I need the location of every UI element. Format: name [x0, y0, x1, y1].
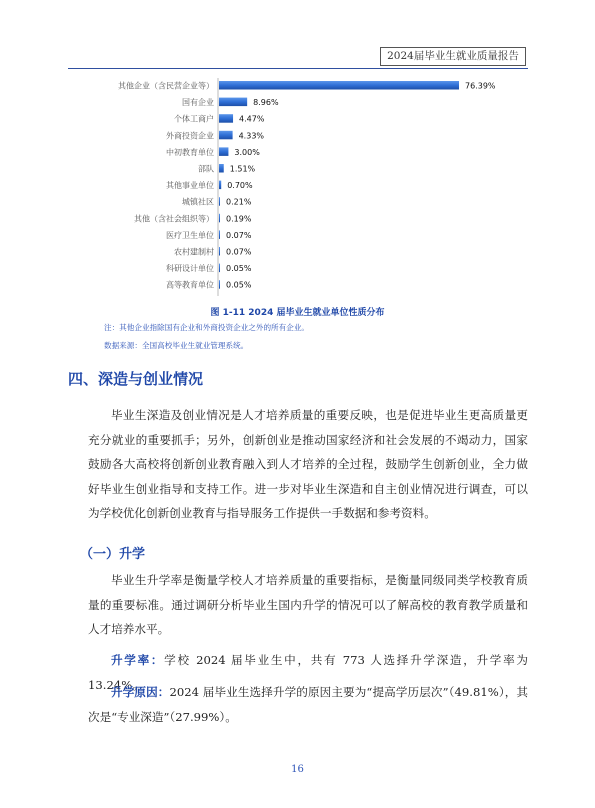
category-label: 其他（含社会组织等）	[134, 214, 214, 224]
category-label: 中初教育单位	[166, 147, 214, 157]
value-label: 76.39%	[465, 81, 496, 91]
bar	[219, 181, 221, 190]
bar	[219, 147, 228, 156]
section-heading: 四、深造与创业情况	[68, 370, 204, 388]
chart-caption: 图 1-11 2024 届毕业生就业单位性质分布	[210, 308, 385, 318]
header-rule	[68, 68, 528, 69]
subsection-heading: （一）升学	[80, 547, 146, 562]
value-label: 0.70%	[227, 181, 253, 191]
category-label: 其他企业（含民营企业等）	[118, 81, 214, 91]
bar	[219, 230, 220, 239]
reason-paragraph	[88, 680, 528, 729]
bar	[219, 131, 233, 140]
rate-text: 学校 2024 届毕业生中，共有 773 人选择升学深造，升学率为 13.24%。	[88, 653, 528, 692]
value-label: 3.00%	[234, 147, 260, 157]
unit-type-bar-chart	[0, 78, 595, 300]
value-label: 0.05%	[226, 280, 252, 290]
bar	[219, 81, 459, 90]
category-label: 部队	[198, 164, 214, 174]
category-label: 外商投资企业	[166, 131, 214, 141]
subsection-intro-paragraph: 毕业生升学率是衡量学校人才培养质量的重要指标，是衡量同级同类学校教育质量的重要标准。通过调研分析毕业生国内升学的情况可以了解高校的教育教学质量和人才培养水平。	[88, 573, 528, 637]
bar	[219, 197, 220, 206]
category-label: 个体工商户	[174, 114, 214, 124]
category-label: 农村建制村	[174, 247, 214, 257]
category-label: 其他事业单位	[166, 181, 214, 191]
bar	[219, 114, 233, 123]
bar	[219, 98, 247, 107]
reason-label: 升学原因：	[111, 685, 170, 699]
bar	[219, 214, 220, 223]
value-label: 8.96%	[253, 98, 279, 108]
value-label: 0.07%	[226, 230, 252, 240]
category-label: 国有企业	[182, 98, 214, 108]
bar	[219, 247, 220, 256]
value-label: 4.33%	[238, 131, 265, 141]
value-label: 0.19%	[226, 214, 252, 224]
page-number: 16	[291, 764, 304, 775]
report-header-title: 2024届毕业生就业质量报告	[380, 47, 526, 66]
value-label: 1.51%	[229, 164, 256, 174]
bar	[219, 164, 224, 173]
value-label: 0.21%	[226, 197, 252, 207]
category-label: 科研设计单位	[166, 264, 214, 274]
category-label: 高等教育单位	[166, 280, 214, 290]
section-intro-paragraph: 毕业生深造及创业情况是人才培养质量的重要反映，也是促进毕业生更高质量更充分就业的重要抓手；另外，创新创业是推动国家经济和社会发展的不竭动力，国家鼓励各大高校将创新创业教育融入到人才培养的全过程，鼓励学生创新创业，全力做好毕业生创业指导和支持工作。进一步对毕业生深造和自主创业情况进行调查，可以为学校优化创新创业教育与指导服务工作提供一手数据和参考资料。	[88, 408, 528, 521]
bar	[219, 264, 220, 273]
value-label: 4.47%	[239, 114, 265, 124]
chart-note: 注：其他企业指除国有企业和外商投资企业之外的所有企业。	[104, 323, 310, 332]
reason-text: 2024 届毕业生选择升学的原因主要为“提高学历层次”（49.81%），其次是“专业深造”（27.99%）。	[88, 685, 528, 724]
value-label: 0.05%	[226, 264, 252, 274]
category-label: 城镇社区	[182, 197, 214, 207]
chart-source: 数据来源：全国高校毕业生就业管理系统。	[104, 341, 249, 350]
bar	[219, 280, 220, 289]
category-label: 医疗卫生单位	[166, 230, 214, 240]
rate-label: 升学率：	[111, 653, 165, 667]
value-label: 0.07%	[226, 247, 252, 257]
